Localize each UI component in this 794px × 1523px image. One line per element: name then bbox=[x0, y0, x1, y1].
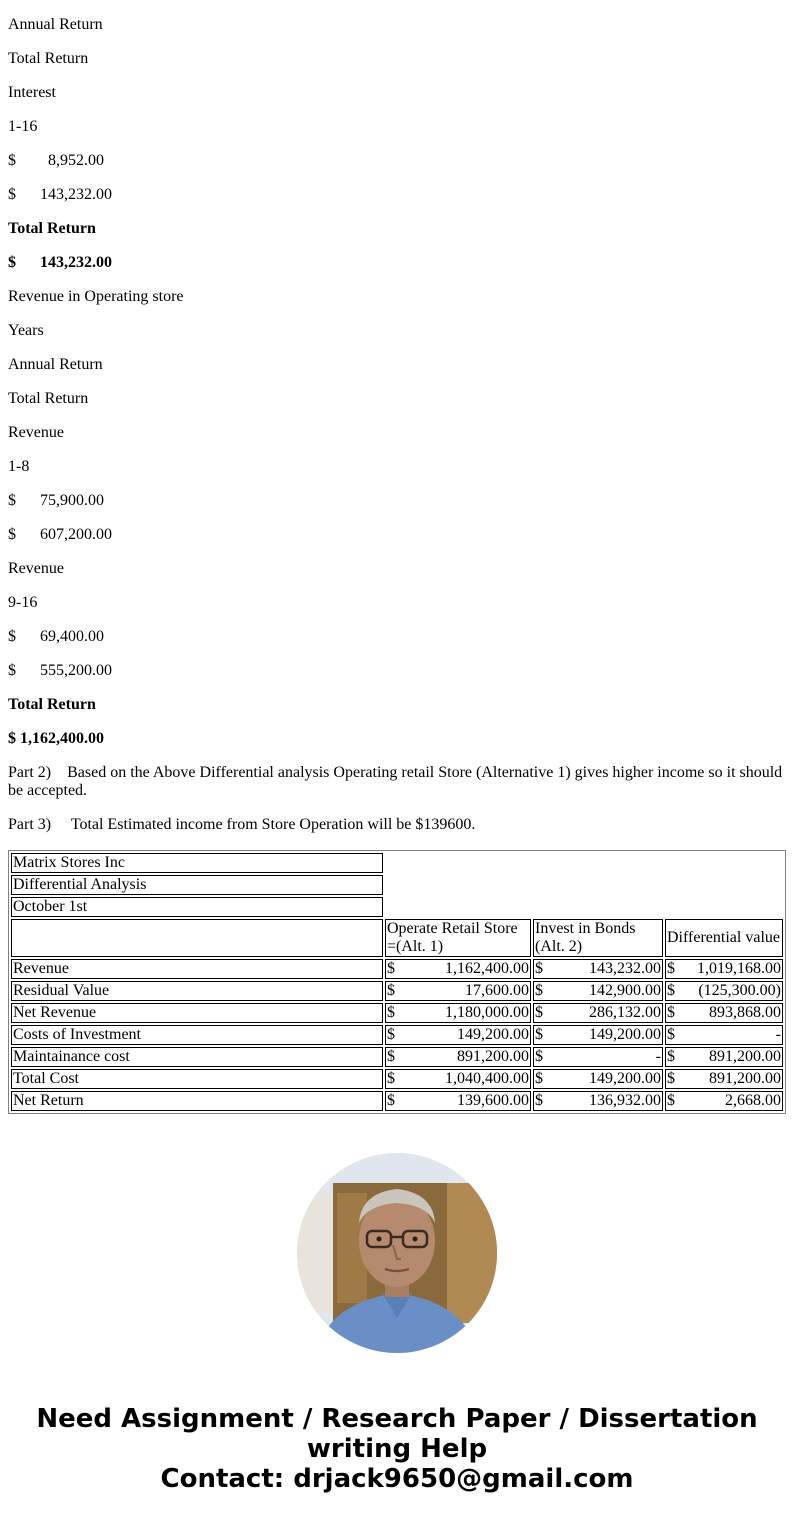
revenue-section-title: Revenue in Operating store bbox=[8, 288, 184, 305]
currency-symbol: $ bbox=[535, 1048, 543, 1065]
alt1-value: 17,600.00 bbox=[465, 982, 529, 999]
document-body bbox=[8, 16, 786, 1114]
alt1-value: 1,162,400.00 bbox=[445, 960, 529, 977]
revenue-row-label: Revenue bbox=[8, 424, 64, 441]
alt2-value: 143,232.00 bbox=[589, 960, 661, 977]
row-label: Net Return bbox=[11, 1091, 383, 1111]
interest-years: 1-16 bbox=[8, 118, 38, 135]
currency-symbol: $ bbox=[667, 1048, 675, 1065]
table-row bbox=[11, 1025, 783, 1045]
diff-value: 891,200.00 bbox=[709, 1048, 781, 1065]
revenue-row-years: 1-8 bbox=[8, 458, 30, 475]
alt2-value: 149,200.00 bbox=[589, 1070, 661, 1087]
currency-symbol: $ bbox=[387, 1070, 395, 1087]
promo-contact: Contact: drjack9650@gmail.com bbox=[160, 1464, 634, 1494]
row-label: Total Cost bbox=[11, 1069, 383, 1089]
header-years: Years bbox=[8, 322, 44, 339]
row-label: Revenue bbox=[11, 959, 383, 979]
header-annual-return: Annual Return bbox=[8, 16, 103, 33]
currency-symbol: $ bbox=[667, 982, 675, 999]
table-row bbox=[11, 1091, 783, 1111]
diff-value: 893,868.00 bbox=[709, 1004, 781, 1021]
header-differential: Differential value bbox=[665, 919, 783, 957]
diff-value: - bbox=[775, 1026, 781, 1043]
alt2-value: 286,132.00 bbox=[589, 1004, 661, 1021]
header-total-return: Total Return bbox=[8, 50, 89, 67]
differential-analysis-table bbox=[8, 850, 786, 1114]
row-label: Costs of Investment bbox=[11, 1025, 383, 1045]
alt2-value: 136,932.00 bbox=[589, 1092, 661, 1109]
revenue-row-total: $ 607,200.00 bbox=[8, 526, 112, 543]
header-annual-return: Annual Return bbox=[8, 356, 103, 373]
currency-symbol: $ bbox=[535, 982, 543, 999]
revenue-row-total: $ 555,200.00 bbox=[8, 662, 112, 679]
alt2-value: - bbox=[655, 1048, 661, 1065]
alt1-value: 1,040,400.00 bbox=[445, 1070, 529, 1087]
currency-symbol: $ bbox=[667, 1004, 675, 1021]
currency-symbol: $ bbox=[535, 1026, 543, 1043]
row-label: Residual Value bbox=[11, 981, 383, 1001]
currency-symbol: $ bbox=[387, 1026, 395, 1043]
currency-symbol: $ bbox=[667, 1092, 675, 1109]
revenue-total-label: Total Return bbox=[8, 696, 96, 713]
revenue-row-years: 9-16 bbox=[8, 594, 38, 611]
currency-symbol: $ bbox=[387, 1048, 395, 1065]
revenue-total-value: $ 1,162,400.00 bbox=[8, 730, 104, 747]
row-label: Net Revenue bbox=[11, 1003, 383, 1023]
table-title-row bbox=[11, 853, 783, 873]
interest-total-return-value: $ 143,232.00 bbox=[8, 254, 112, 271]
alt1-value: 891,200.00 bbox=[457, 1048, 529, 1065]
diff-value: (125,300.00) bbox=[698, 982, 781, 999]
currency-symbol: $ bbox=[387, 1004, 395, 1021]
currency-symbol: $ bbox=[667, 960, 675, 977]
currency-symbol: $ bbox=[535, 1092, 543, 1109]
table-row bbox=[11, 1047, 783, 1067]
promo-line-2: writing Help bbox=[306, 1434, 488, 1464]
promo-footer bbox=[0, 1404, 794, 1494]
currency-symbol: $ bbox=[387, 982, 395, 999]
part2-text: Part 2) Based on the Above Differential analysis Operating retail Store (Alternative 1) gives higher income so it should be accepted. bbox=[8, 764, 787, 799]
currency-symbol: $ bbox=[387, 1092, 395, 1109]
table-row bbox=[11, 959, 783, 979]
avatar-portrait-icon bbox=[297, 1153, 497, 1353]
header-alt1: Operate Retail Store =(Alt. 1) bbox=[385, 919, 531, 957]
interest-annual-value: $ 8,952.00 bbox=[8, 152, 104, 169]
promo-line-1: Need Assignment / Research Paper / Dissertation bbox=[36, 1404, 758, 1434]
alt2-value: 142,900.00 bbox=[589, 982, 661, 999]
revenue-row-annual: $ 69,400.00 bbox=[8, 628, 104, 645]
analysis-date: October 1st bbox=[11, 897, 383, 917]
interest-total-value: $ 143,232.00 bbox=[8, 186, 112, 203]
revenue-row-label: Revenue bbox=[8, 560, 64, 577]
part3-text: Part 3) Total Estimated income from Store Operation will be $139600. bbox=[8, 816, 476, 833]
currency-symbol: $ bbox=[535, 1004, 543, 1021]
currency-symbol: $ bbox=[535, 960, 543, 977]
company-name: Matrix Stores Inc bbox=[11, 853, 383, 873]
currency-symbol: $ bbox=[667, 1070, 675, 1087]
alt2-value: 149,200.00 bbox=[589, 1026, 661, 1043]
alt1-value: 139,600.00 bbox=[457, 1092, 529, 1109]
diff-value: 891,200.00 bbox=[709, 1070, 781, 1087]
header-alt2: Invest in Bonds (Alt. 2) bbox=[533, 919, 663, 957]
alt1-value: 149,200.00 bbox=[457, 1026, 529, 1043]
diff-value: 1,019,168.00 bbox=[697, 960, 781, 977]
alt1-value: 1,180,000.00 bbox=[445, 1004, 529, 1021]
currency-symbol: $ bbox=[667, 1026, 675, 1043]
analysis-title: Differential Analysis bbox=[11, 875, 383, 895]
table-row bbox=[11, 1069, 783, 1089]
row-label-interest: Interest bbox=[8, 84, 56, 101]
diff-value: 2,668.00 bbox=[725, 1092, 781, 1109]
author-avatar bbox=[297, 1153, 497, 1353]
header-total-return: Total Return bbox=[8, 390, 89, 407]
table-header-row bbox=[11, 919, 783, 957]
table-row bbox=[11, 981, 783, 1001]
currency-symbol: $ bbox=[387, 960, 395, 977]
table-row bbox=[11, 1003, 783, 1023]
row-label: Maintainance cost bbox=[11, 1047, 383, 1067]
revenue-row-annual: $ 75,900.00 bbox=[8, 492, 104, 509]
interest-total-label: Total Return bbox=[8, 220, 96, 237]
currency-symbol: $ bbox=[535, 1070, 543, 1087]
